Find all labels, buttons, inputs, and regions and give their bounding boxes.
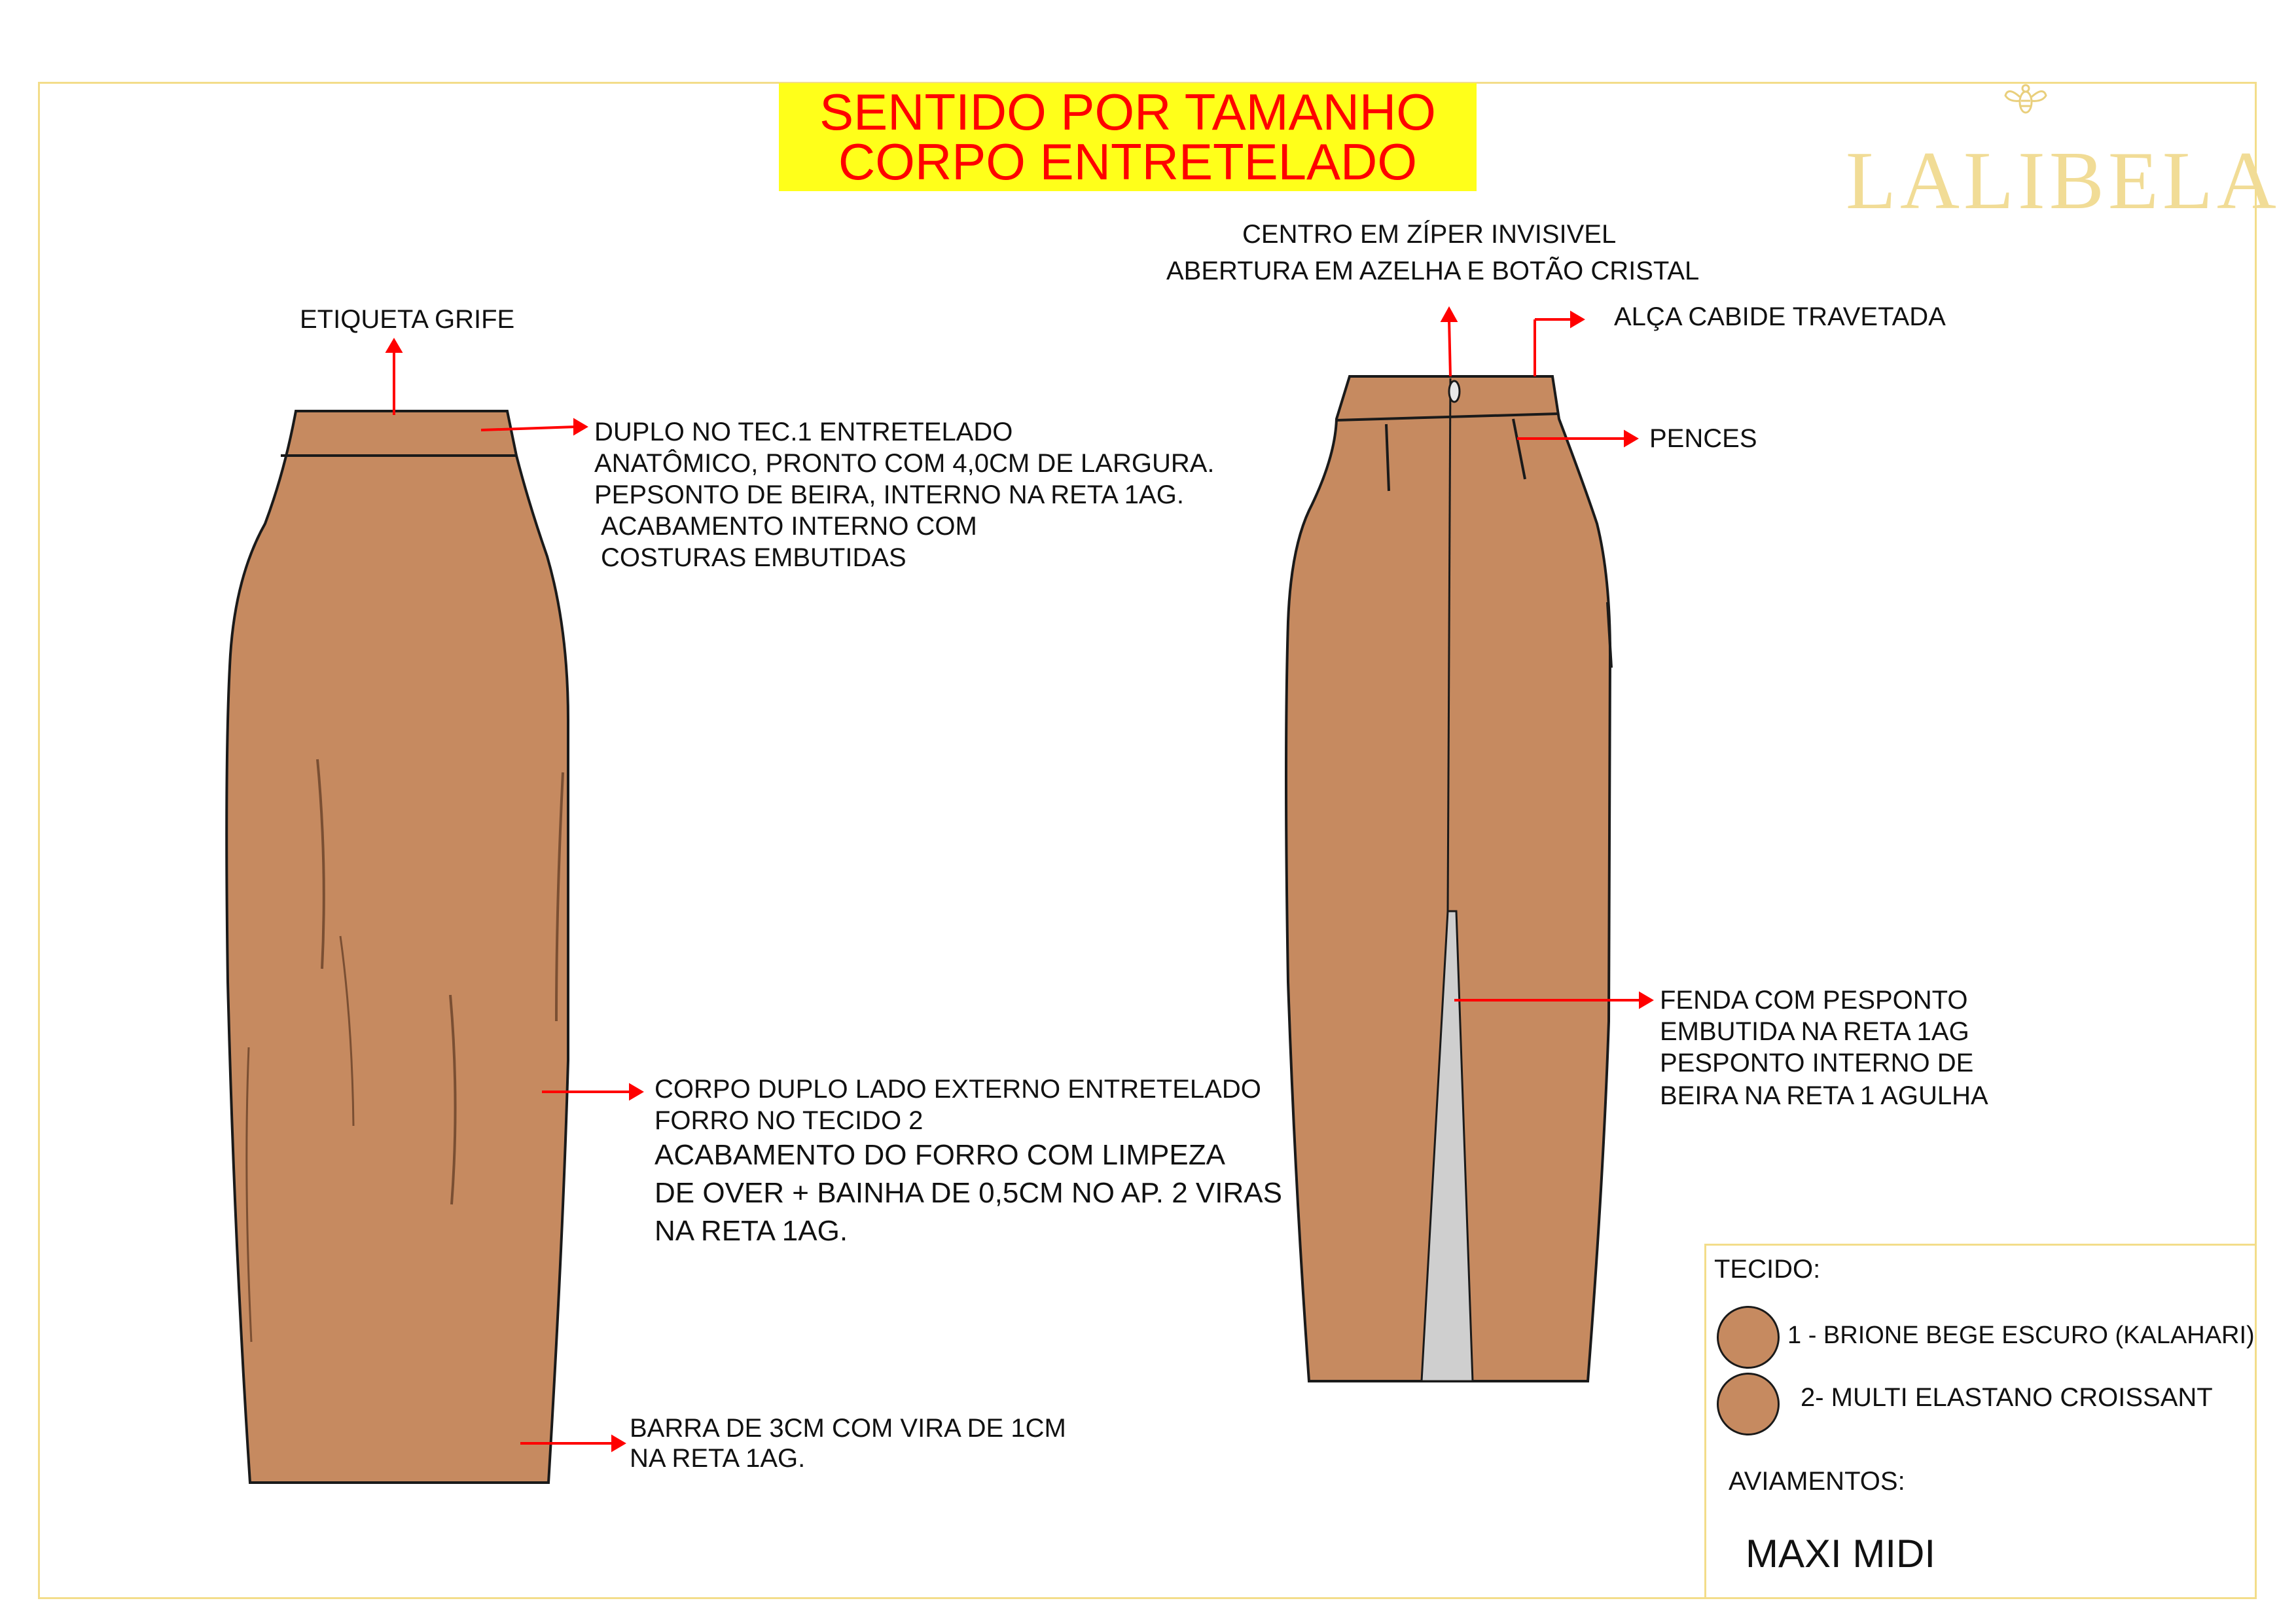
materials-legend xyxy=(1704,1244,2257,1599)
label-hem-2: NA RETA 1AG. xyxy=(630,1444,806,1473)
legend-fabric-2: 2- MULTI ELASTANO CROISSANT xyxy=(1801,1383,2213,1412)
label-body-4: DE OVER + BAINHA DE 0,5CM NO AP. 2 VIRAS xyxy=(655,1177,1282,1209)
back-skirt xyxy=(1286,376,1611,1381)
label-body-3: ACABAMENTO DO FORRO COM LIMPEZA xyxy=(655,1139,1225,1171)
label-slit-2: EMBUTIDA NA RETA 1AG xyxy=(1660,1017,1969,1046)
label-body-1: CORPO DUPLO LADO EXTERNO ENTRETELADO xyxy=(655,1075,1261,1104)
front-skirt xyxy=(226,411,568,1483)
label-darts: PENCES xyxy=(1649,424,1757,453)
label-waistband-5: COSTURAS EMBUTIDAS xyxy=(601,543,906,572)
legend-tecido-label: TECIDO: xyxy=(1714,1255,1821,1284)
label-body-5: NA RETA 1AG. xyxy=(655,1215,848,1247)
label-waistband-4: ACABAMENTO INTERNO COM xyxy=(601,512,977,541)
brand-logo: LALIBELA xyxy=(1846,135,2280,226)
label-slit-4: BEIRA NA RETA 1 AGULHA xyxy=(1660,1081,1988,1110)
legend-aviamentos-label: AVIAMENTOS: xyxy=(1729,1467,1905,1496)
label-etiqueta-grife: ETIQUETA GRIFE xyxy=(300,305,515,334)
label-hem-1: BARRA DE 3CM COM VIRA DE 1CM xyxy=(630,1414,1066,1443)
fabric-swatch-2 xyxy=(1717,1373,1780,1435)
label-center-button: ABERTURA EM AZELHA E BOTÃO CRISTAL xyxy=(1166,257,1700,285)
front-skirt-body xyxy=(226,411,568,1483)
label-waistband-1: DUPLO NO TEC.1 ENTRETELADO xyxy=(594,418,1013,446)
label-waistband-2: ANATÔMICO, PRONTO COM 4,0CM DE LARGURA. xyxy=(594,449,1215,478)
label-hanger-loop: ALÇA CABIDE TRAVETADA xyxy=(1614,302,1946,331)
label-body-2: FORRO NO TECIDO 2 xyxy=(655,1106,924,1135)
label-slit-3: PESPONTO INTERNO DE xyxy=(1660,1049,1974,1077)
title-line-1: SENTIDO POR TAMANHO xyxy=(819,83,1436,141)
legend-fabric-1: 1 - BRIONE BEGE ESCURO (KALAHARI) xyxy=(1787,1322,2255,1349)
title-line-2: CORPO ENTRETELADO xyxy=(838,133,1418,190)
label-slit-1: FENDA COM PESPONTO xyxy=(1660,986,1968,1015)
label-waistband-3: PEPSONTO DE BEIRA, INTERNO NA RETA 1AG. xyxy=(594,480,1184,509)
fabric-swatch-1 xyxy=(1717,1306,1780,1369)
legend-model-name: MAXI MIDI xyxy=(1746,1532,1936,1576)
button-loop xyxy=(1449,381,1460,402)
label-center-zipper: CENTRO EM ZÍPER INVISIVEL xyxy=(1242,220,1617,249)
